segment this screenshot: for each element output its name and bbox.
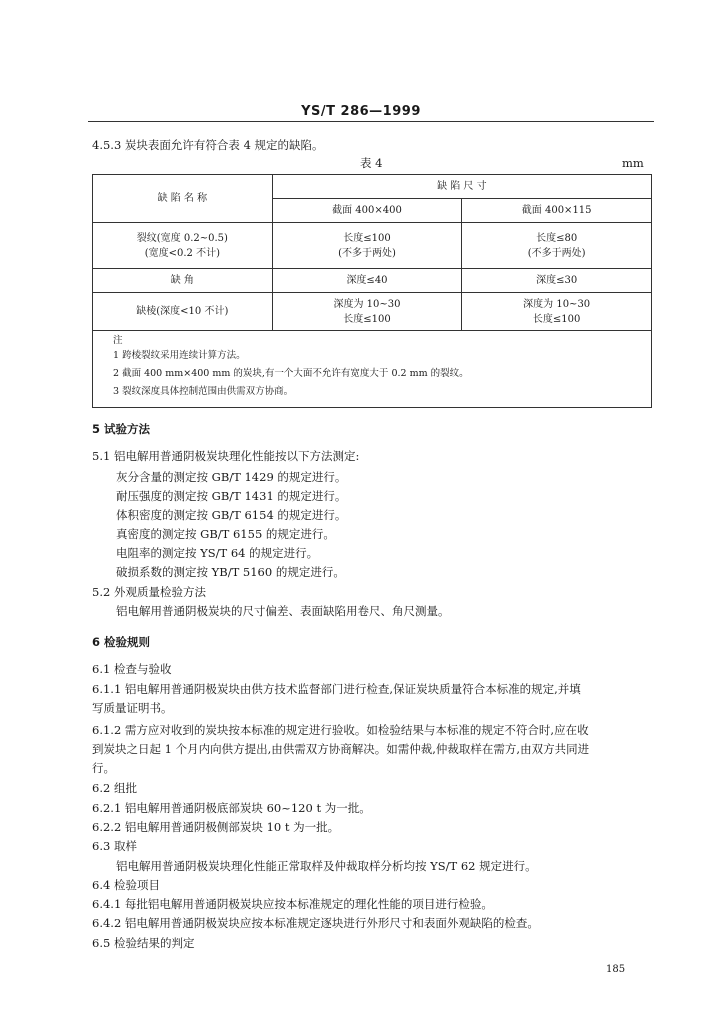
clause-6-2: 6.2 组批 [92,781,137,795]
page-number: 185 [606,964,626,975]
header-defect-size: 缺 陷 尺 寸 [272,175,651,199]
crack-limit-400x115: 长度≤80 (不多于两处) [462,223,652,269]
clause-6-1-1-line1: 6.1.1 铝电解用普通阴极炭块由供方技术监督部门进行检查,保证炭块质量符合本标准的规定,并填 [92,682,581,696]
notes-title: 注 [113,335,123,346]
clause-6-3: 6.3 取样 [92,839,137,853]
table-notes [92,330,652,408]
corner-limit-400x115: 深度≤30 [462,269,652,293]
table-row [93,293,652,331]
note-3: 3 裂纹深度具体控制范围由供需双方协商。 [113,386,294,397]
method-breakage: 破损系数的测定按 YB/T 5160 的规定进行。 [116,565,345,579]
table-row [93,223,652,269]
defect-edge-name: 缺棱(深度<10 不计) [93,293,273,331]
table-unit: mm [622,156,644,170]
defect-table [92,174,652,331]
defect-corner-name: 缺 角 [93,269,273,293]
clause-6-1: 6.1 检查与验收 [92,662,172,676]
header-rule [88,121,654,122]
edge-limit-400x115: 深度为 10~30 长度≤100 [462,293,652,331]
clause-5-1: 5.1 铝电解用普通阴极炭块理化性能按以下方法测定: [92,449,360,463]
method-compressive: 耐压强度的测定按 GB/T 1431 的规定进行。 [116,489,347,503]
method-ash: 灰分含量的测定按 GB/T 1429 的规定进行。 [116,470,347,484]
defect-crack-name: 裂纹(宽度 0.2~0.5) (宽度<0.2 不计) [93,223,273,269]
clause-4-5-3: 4.5.3 炭块表面允许有符合表 4 规定的缺陷。 [92,138,324,152]
clause-6-1-2-line1: 6.1.2 需方应对收到的炭块按本标准的规定进行验收。如检验结果与本标准的规定不符合时,应在收 [92,723,589,737]
clause-6-1-2-line3: 行。 [92,761,115,775]
section-6-title: 6 检验规则 [92,635,151,649]
section-5-title: 5 试验方法 [92,422,151,436]
clause-6-3-text: 铝电解用普通阴极炭块理化性能正常取样及仲裁取样分析均按 YS/T 62 规定进行。 [116,859,537,873]
edge-limit-400x400: 深度为 10~30 长度≤100 [272,293,462,331]
clause-5-2: 5.2 外观质量检验方法 [92,585,206,599]
clause-6-1-1-line2: 写质量证明书。 [92,701,173,715]
corner-limit-400x400: 深度≤40 [272,269,462,293]
clause-6-1-2-line2: 到炭块之日起 1 个月内向供方提出,由供需双方协商解决。如需仲裁,仲裁取样在需方,由双方共同进 [92,742,590,756]
note-1: 1 跨棱裂纹采用连续计算方法。 [113,350,246,361]
header-section-400x115: 截面 400×115 [462,199,652,223]
method-true-density: 真密度的测定按 GB/T 6155 的规定进行。 [116,527,335,541]
table-caption: 表 4 [360,156,383,170]
clause-5-2-text: 铝电解用普通阴极炭块的尺寸偏差、表面缺陷用卷尺、角尺测量。 [116,604,450,618]
crack-limit-400x400: 长度≤100 (不多于两处) [272,223,462,269]
clause-6-4-2: 6.4.2 铝电解用普通阴极炭块应按本标准规定逐块进行外形尺寸和表面外观缺陷的检查。 [92,916,539,930]
clause-6-5: 6.5 检验结果的判定 [92,936,195,950]
method-resistivity: 电阻率的测定按 YS/T 64 的规定进行。 [116,546,319,560]
table-row [93,269,652,293]
note-2: 2 截面 400 mm×400 mm 的炭块,有一个大面不允许有宽度大于 0.2 mm 的裂纹。 [113,368,469,379]
header-section-400x400: 截面 400×400 [272,199,462,223]
method-bulk-density: 体积密度的测定按 GB/T 6154 的规定进行。 [116,508,347,522]
header-defect-name: 缺 陷 名 称 [93,175,273,223]
clause-6-2-1: 6.2.1 铝电解用普通阴极底部炭块 60~120 t 为一批。 [92,801,371,815]
clause-6-4-1: 6.4.1 每批铝电解用普通阴极炭块应按本标准规定的理化性能的项目进行检验。 [92,897,493,911]
clause-6-2-2: 6.2.2 铝电解用普通阴极侧部炭块 10 t 为一批。 [92,820,340,834]
clause-6-4: 6.4 检验项目 [92,878,160,892]
standard-number-header: YS/T 286—1999 [301,104,421,119]
